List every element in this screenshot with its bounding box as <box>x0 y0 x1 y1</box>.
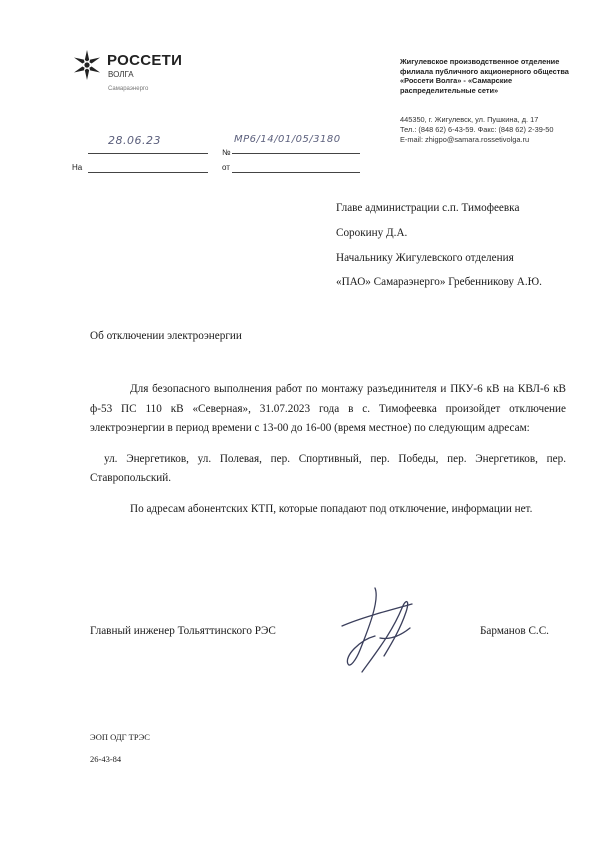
on-label: На <box>72 163 83 172</box>
organization-name <box>400 57 590 95</box>
address-line: 445350, г. Жигулевск, ул. Пушкина, д. 17 <box>400 115 539 124</box>
body-paragraph: Для безопасного выполнения работ по монтажу разъединителя и ПКУ-6 кВ на КВЛ-6 кВ ф-53 ПС 110 кВ «Северная», 31.07.2023 года в с. Тимофеевка произойдет отключение электроэнергии в период времени с 13-00 до 16-00 (время местное) по следующим адресам: <box>90 383 566 435</box>
addressee-block <box>336 196 586 295</box>
addressee-line: Главе администрации с.п. Тимофеевка <box>336 202 520 214</box>
from-label: от <box>222 163 230 172</box>
email-line: E-mail: zhigpo@samara.rossetivolga.ru <box>400 134 530 144</box>
executor-phone: 26-43-84 <box>90 754 122 764</box>
date-line <box>88 153 208 154</box>
addressee-line: «ПАО» Самараэнерго» Гребенникову А.Ю. <box>336 276 542 289</box>
logo-name: РОССЕТИ <box>107 52 183 69</box>
number-line <box>232 153 360 154</box>
logo-tag: Самараэнерго <box>108 86 149 92</box>
addressee-line: Начальнику Жигулевского отделения <box>336 251 514 264</box>
signer-name: Барманов С.С. <box>480 625 549 637</box>
org-line: «Россети Волга» - «Самарские <box>400 76 513 85</box>
org-line: Жигулевское производственное отделение <box>400 57 560 66</box>
address-list: ул. Энергетиков, ул. Полевая, пер. Спортивный, пер. Победы, пер. Энергетиков, пер. Ставропольский. <box>90 452 566 485</box>
signer-role: Главный инженер Тольяттинского РЭС <box>90 625 276 637</box>
handwritten-signature <box>320 580 430 680</box>
letter-subject: Об отключении электроэнергии <box>90 330 242 342</box>
body-paragraph: По адресам абонентских КТП, которые попадают под отключение, информации нет. <box>130 502 533 515</box>
org-line: филиала публичного акционерного общества <box>400 66 569 76</box>
from-line <box>232 172 360 173</box>
on-line <box>88 172 208 173</box>
phone-line: Тел.: (848 62) 6-43-59. Факс: (848 62) 2-39-50 <box>400 124 554 134</box>
logo-region: ВОЛГА <box>108 70 134 79</box>
rosseti-logo-icon <box>70 48 104 82</box>
executor-name: ЭОП ОДГ ТРЭС <box>90 732 150 742</box>
handwritten-number: МР6/14/01/05/3180 <box>234 134 341 145</box>
organization-address <box>400 115 590 144</box>
number-label: № <box>222 148 231 157</box>
addressee-line: Сорокину Д.А. <box>336 226 408 239</box>
handwritten-date: 28.06.23 <box>108 134 161 147</box>
org-line: распределительные сети» <box>400 85 499 95</box>
letter-body <box>90 380 566 520</box>
